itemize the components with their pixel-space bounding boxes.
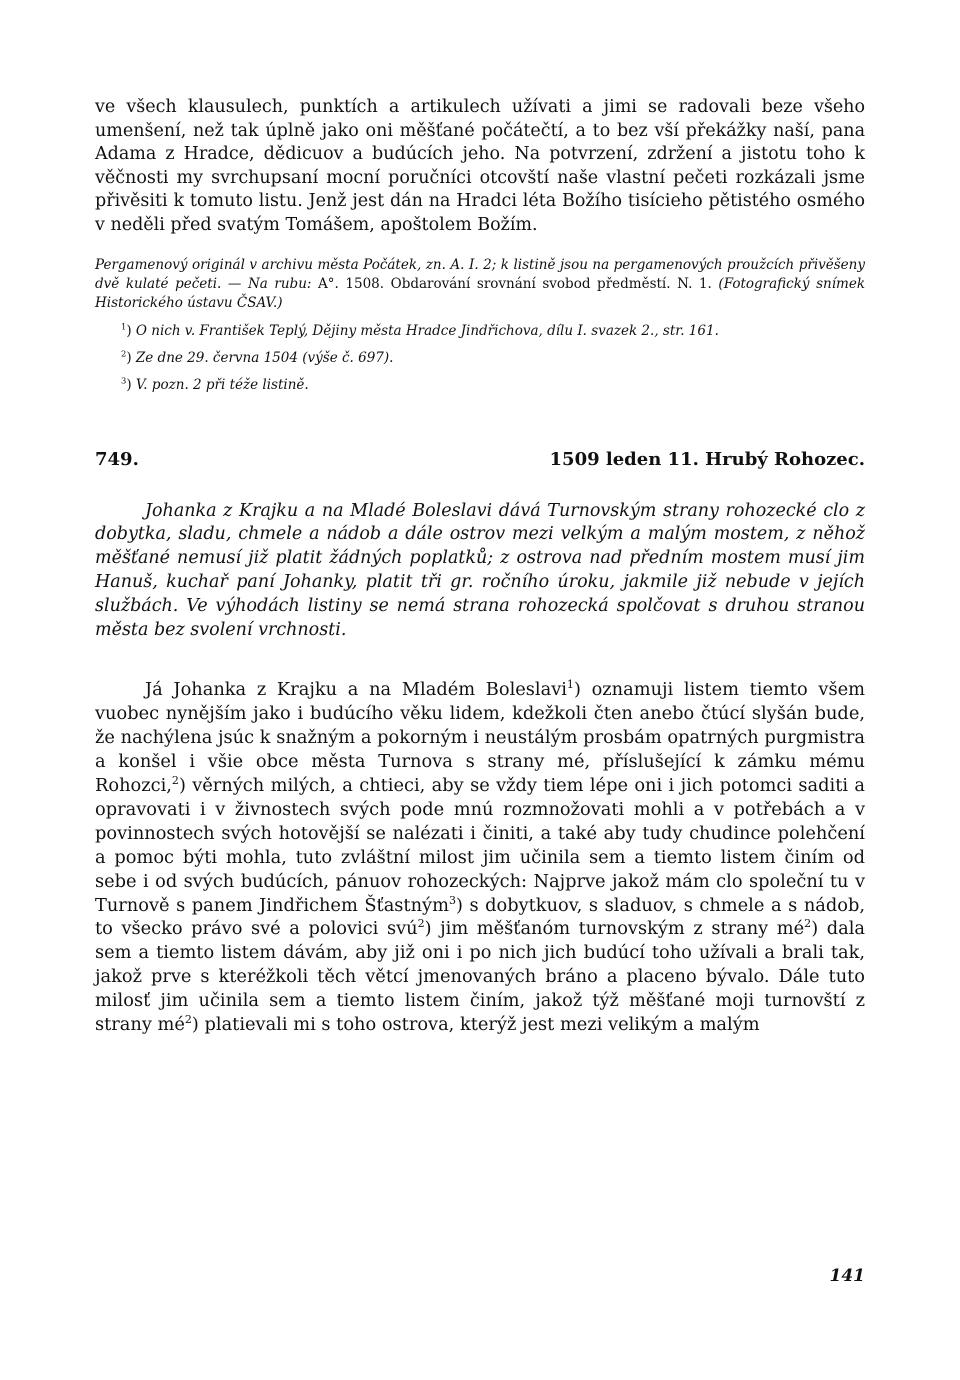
main-text-segment: ) věrných milých, a chtieci, aby se vždy tiem lépe oni i jich potomci saditi a opravovati i v živnostech svých pode mnú rozmnožovati mohli a v potřebách a v povinnostech svých hotovější se nalézati i činiti, a také aby tudy chudince polehčení a pomoc býti mohla, tuto zvláštní milost jim učinila sem a tiemto listem činím od sebe i od svých budúcích, pánuov rohozeckých: Najprve jakož mám clo společní tu v Turnově s panem Jindřichem Šťastným [95,774,865,916]
archive-note-roman: A°. 1508. Obdarování srovnání svobod předměstí. N. 1. [311,275,719,292]
page-content [95,96,865,1037]
footnote-marker: 3 [121,375,127,386]
document-date-place: 1509 leden 11. Hrubý Rohozec. [549,448,865,470]
document-heading [95,449,865,470]
document-main-text [95,678,865,1037]
main-text-segment: ) s dobytkuov, s sladuov, s chmele a s nádob, to všecko právo své a polovici svú [95,894,865,940]
main-text-segment: Já Johanka z Krajku a na Mladém Boleslavi [145,679,567,701]
footnote-marker: 1 [121,321,127,332]
page-number: 141 [829,1266,865,1286]
footnote-1: $^1$) O nich v. František Teplý, Dějiny města Hradce Jindřichova, dílu I. svazek 2., str. 161. [121,321,719,339]
footnote-reference: 2 [171,774,179,788]
main-text-segment: ) jim měšťanóm turnovským z strany mé [424,918,805,940]
footnote-2: $^2$) Ze dne 29. června 1504 (výše č. 697). [121,348,394,366]
footnote-text: V. pozn. 2 při téže listině. [135,376,309,393]
footnote-reference: 2 [804,917,812,931]
footnote-reference: 3 [448,893,456,907]
main-text-segment: ) platievali mi s toho ostrova, kterýž jest mezi velikým a malým [191,1014,760,1036]
document-number: 749. [95,448,139,470]
main-text-segment: ) dala sem a tiemto listem dávám, aby již oni i po nich jich budúcí toho užívali a brali tak, jakož prve s kteréžkoli těch větcí jmenovaných bráno a placeno bývalo. Dále tuto milosť jim učinila sem a tiemto listem činím, jakož týž měšťané moji turnovští z strany mé [95,918,865,1036]
archive-note [95,256,865,313]
document-summary: Johanka z Krajku a na Mladé Boleslavi dává Turnovským strany rohozecké clo z dobytka, sladu, chmele a nádob a dále ostrov mezi velkým a malým mostem, z něhož měšťané nemusí již platit žádných poplatků; z ostrova nad předním mostem musí jim Hanuš, kuchař paní Johanky, platit tři gr. ročního úroku, jakmile již nebude v jejích službách. Ve výhodách listiny se nemá strana rohozecká spolčovat s druhou stranou města bez svolení vrchnosti. [95,500,865,640]
footnote-reference: 1 [566,678,574,692]
main-text-segment: ) oznamuji listem tiemto všem vuobec nynějším jako i budúcího věku lidem, kdežkoli čten anebo čtúcí slyšán bude, že nachýlena jsúc k snažným a pokorným i neustálým prosbám opatrných purgmistra a konšel i všie obce města Turnova s strany mé, příslušející k zámku mému Rohozci, [95,679,865,796]
footnote-reference: 2 [184,1013,192,1027]
footnote-reference: 2 [417,917,425,931]
archive-note-photo: (Fotografický snímek Historického ústavu ČSAV.) [95,275,866,311]
footnote-text: O nich v. František Teplý, Dějiny města Hradce Jindřichova, dílu I. svazek 2., str. 161. [135,322,719,339]
footnote-3: $^3$) V. pozn. 2 při téže listině. [121,375,309,393]
archive-note-italic: Pergamenový originál v archivu města Počátek, zn. A. I. 2; k listině jsou na pergamenových proužcích přivěšeny dvě kulaté pečeti. — Na rubu: [95,256,865,292]
continued-paragraph: ve všech klausulech, punktích a artikulech užívati a jimi se radovali beze všeho umenšení, než tak úplně jako oni měšťané počátečtí, a to bez vší překážky naší, pana Adama z Hradce, dědicuov a budúcích jeho. Na potvrzení, zdržení a jistotu toho k věčnosti my svrchupsaní mocní poručníci otcovští naše vlastní pečeti rozkázali jsme přivěsiti k tomuto listu. Jenž jest dán na Hradci léta Božího tisícieho pětistého osmého v neděli před svatým Tomášem, apoštolem Božím. [95,97,865,235]
footnote-marker: 2 [121,348,127,359]
footnote-text: Ze dne 29. června 1504 (výše č. 697). [135,349,394,366]
